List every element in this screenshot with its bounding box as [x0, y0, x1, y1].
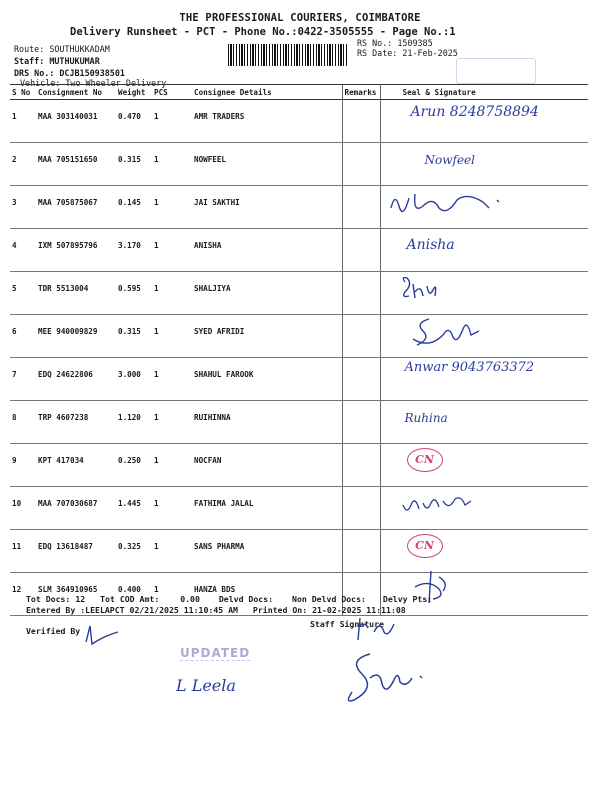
- rs-no-value: 1509385: [397, 38, 433, 48]
- delvd-docs-label: Delvd Docs:: [218, 594, 274, 604]
- staff-line: [14, 56, 100, 66]
- col-sno: S No: [10, 85, 36, 100]
- entered-by-value: LEELAPCT 02/21/2025 11:10:45 AM: [85, 605, 238, 615]
- row-signature: [380, 143, 588, 186]
- col-consignee: Consignee Details: [192, 85, 342, 100]
- row-pcs: 1: [152, 100, 192, 143]
- row-consignment: TRP 4607238: [36, 401, 116, 444]
- row-consignee: SHAHUL FAROOK: [192, 358, 342, 401]
- printed-on-value: 21-02-2025 11:11:08: [312, 605, 406, 615]
- row-consignment: MAA 705151650: [36, 143, 116, 186]
- row-weight: 0.470: [116, 100, 152, 143]
- row-consignment: MAA 303140031: [36, 100, 116, 143]
- row-pcs: 1: [152, 573, 192, 616]
- row-pcs: 1: [152, 143, 192, 186]
- row-consignee: RUIHINNA: [192, 401, 342, 444]
- printed-on-label: Printed On:: [252, 605, 308, 615]
- row-signature: [380, 487, 588, 530]
- row-sno: 12: [10, 573, 36, 616]
- drs-label: DRS No.:: [14, 68, 55, 78]
- row-weight: 0.325: [116, 530, 152, 573]
- row-remarks: [342, 530, 380, 573]
- table-row: [10, 186, 588, 229]
- non-delvd-docs-label: Non Delvd Docs:: [292, 594, 366, 604]
- verified-tick: [84, 622, 124, 646]
- row-sno: 3: [10, 186, 36, 229]
- row-signature: [380, 229, 588, 272]
- staff-signature-label: Staff Signature: [310, 619, 384, 629]
- row-pcs: 1: [152, 272, 192, 315]
- table-row: [10, 487, 588, 530]
- row-signature: [380, 444, 588, 487]
- cnv-stamp: CN: [407, 448, 443, 472]
- row-weight: 0.595: [116, 272, 152, 315]
- row-consignee: FATHIMA JALAL: [192, 487, 342, 530]
- row-remarks: [342, 487, 380, 530]
- route-value: SOUTHUKKADAM: [49, 44, 110, 54]
- row-consignee: SYED AFRIDI: [192, 315, 342, 358]
- row-sno: 6: [10, 315, 36, 358]
- col-weight: Weight: [116, 85, 152, 100]
- staff-value: MUTHUKUMAR: [49, 56, 100, 66]
- col-remarks: Remarks: [342, 85, 380, 100]
- col-signature: Seal & Signature: [380, 85, 588, 100]
- row-consignee: AMR TRADERS: [192, 100, 342, 143]
- row-sno: 1: [10, 100, 36, 143]
- row-remarks: [342, 272, 380, 315]
- row-remarks: [342, 186, 380, 229]
- row-consignee: HANZA BDS: [192, 573, 342, 616]
- row-signature: [380, 315, 588, 358]
- runsheet-subtitle: Delivery Runsheet - PCT - Phone No.:0422-3505555 - Page No.:1: [70, 26, 456, 38]
- row-consignment: MAA 705875067: [36, 186, 116, 229]
- tot-cod-label: Tot COD Amt:: [100, 594, 160, 604]
- updated-stamp: UPDATED: [180, 646, 251, 660]
- row-consignee: NOCFAN: [192, 444, 342, 487]
- table-row: [10, 272, 588, 315]
- row-consignment: EDQ 13618487: [36, 530, 116, 573]
- row-sno: 5: [10, 272, 36, 315]
- row-pcs: 1: [152, 401, 192, 444]
- row-remarks: [342, 315, 380, 358]
- row-pcs: 1: [152, 315, 192, 358]
- tot-docs-value: 12: [75, 594, 86, 604]
- row-consignment: TDR 5513004: [36, 272, 116, 315]
- verifier-signature: L Leela: [176, 676, 236, 695]
- row-weight: 3.000: [116, 358, 152, 401]
- row-pcs: 1: [152, 186, 192, 229]
- handwritten-signature: Ruhina: [404, 411, 448, 425]
- row-signature: [380, 272, 588, 315]
- row-sno: 2: [10, 143, 36, 186]
- row-weight: 0.315: [116, 143, 152, 186]
- table-row: [10, 100, 588, 143]
- barcode: [228, 44, 348, 66]
- drs-value: DCJB150938501: [59, 68, 125, 78]
- rs-no-label: RS No.:: [357, 38, 393, 48]
- row-consignee: JAI SAKTHI: [192, 186, 342, 229]
- faint-stamp: [456, 58, 536, 84]
- row-weight: 3.170: [116, 229, 152, 272]
- col-consignment: Consignment No: [36, 85, 116, 100]
- row-consignee: SHALJIYA: [192, 272, 342, 315]
- handwritten-signature: Nowfeel: [424, 153, 475, 167]
- row-consignment: MEE 940009829: [36, 315, 116, 358]
- table-row: [10, 358, 588, 401]
- verified-by-label: Verified By: [26, 626, 81, 636]
- row-sno: 8: [10, 401, 36, 444]
- row-remarks: [342, 444, 380, 487]
- drs-line: [14, 68, 125, 78]
- row-remarks: [342, 401, 380, 444]
- handwritten-signature: Arun 8248758894: [410, 104, 539, 120]
- table-row: [10, 444, 588, 487]
- signature-scribble: [387, 188, 527, 218]
- tot-cod-value: 0.00: [180, 594, 200, 604]
- route-label: Route:: [14, 44, 45, 54]
- table-row: [10, 530, 588, 573]
- row-signature: [380, 100, 588, 143]
- entered-by-label: Entered By :: [26, 605, 86, 615]
- row-pcs: 1: [152, 229, 192, 272]
- entered-line: [26, 605, 406, 615]
- row-sno: 10: [10, 487, 36, 530]
- handwritten-signature: Anwar 9043763372: [404, 360, 535, 375]
- row-weight: 1.445: [116, 487, 152, 530]
- row-weight: 1.120: [116, 401, 152, 444]
- table-row: [10, 229, 588, 272]
- row-remarks: [342, 229, 380, 272]
- row-signature: [380, 401, 588, 444]
- table-row: [10, 315, 588, 358]
- company-title: THE PROFESSIONAL COURIERS, COIMBATORE: [179, 12, 421, 24]
- staff-initials: [356, 614, 406, 644]
- runsheet-table: [10, 84, 588, 616]
- row-consignee: ANISHA: [192, 229, 342, 272]
- handwritten-signature: Anisha: [406, 237, 455, 253]
- totals-line: [26, 594, 432, 604]
- table-row: [10, 401, 588, 444]
- row-pcs: 1: [152, 358, 192, 401]
- row-pcs: 1: [152, 487, 192, 530]
- staff-signature-scribble: [340, 648, 450, 708]
- row-signature: [380, 530, 588, 573]
- cnv-stamp: CN: [407, 534, 443, 558]
- row-remarks: [342, 100, 380, 143]
- row-consignee: SANS PHARMA: [192, 530, 342, 573]
- row-sno: 11: [10, 530, 36, 573]
- row-consignment: IXM 507895796: [36, 229, 116, 272]
- table-header: [10, 85, 588, 100]
- rs-date-line: [357, 48, 458, 58]
- row-weight: 0.315: [116, 315, 152, 358]
- rs-date-value: 21-Feb-2025: [402, 48, 458, 58]
- row-signature: [380, 186, 588, 229]
- row-sno: 7: [10, 358, 36, 401]
- row-weight: 0.250: [116, 444, 152, 487]
- row-consignment: EDQ 24622806: [36, 358, 116, 401]
- row-pcs: 1: [152, 444, 192, 487]
- staff-label: Staff:: [14, 56, 45, 66]
- col-pcs: PCS: [152, 85, 192, 100]
- row-pcs: 1: [152, 530, 192, 573]
- row-signature: [380, 358, 588, 401]
- row-consignment: SLM 364910965: [36, 573, 116, 616]
- route-line: [14, 44, 110, 54]
- table-row: [10, 143, 588, 186]
- row-sno: 9: [10, 444, 36, 487]
- row-weight: 0.145: [116, 186, 152, 229]
- vehicle-label: Vehicle:: [20, 78, 61, 88]
- row-consignment: MAA 707030687: [36, 487, 116, 530]
- signature-scribble: [409, 315, 509, 349]
- row-consignment: KPT 417034: [36, 444, 116, 487]
- rs-date-label: RS Date:: [357, 48, 398, 58]
- row-sno: 4: [10, 229, 36, 272]
- vehicle-value: Two Wheeler Delivery: [65, 78, 167, 88]
- tot-docs-label: Tot Docs:: [26, 594, 71, 604]
- rs-no-line: [357, 38, 433, 48]
- delvy-pts-label: Delvy Pts:: [382, 594, 433, 604]
- row-consignee: NOWFEEL: [192, 143, 342, 186]
- signature-scribble: [399, 491, 489, 521]
- row-remarks: [342, 143, 380, 186]
- row-remarks: [342, 358, 380, 401]
- row-weight: 0.400: [116, 573, 152, 616]
- signature-scribble: [399, 274, 479, 304]
